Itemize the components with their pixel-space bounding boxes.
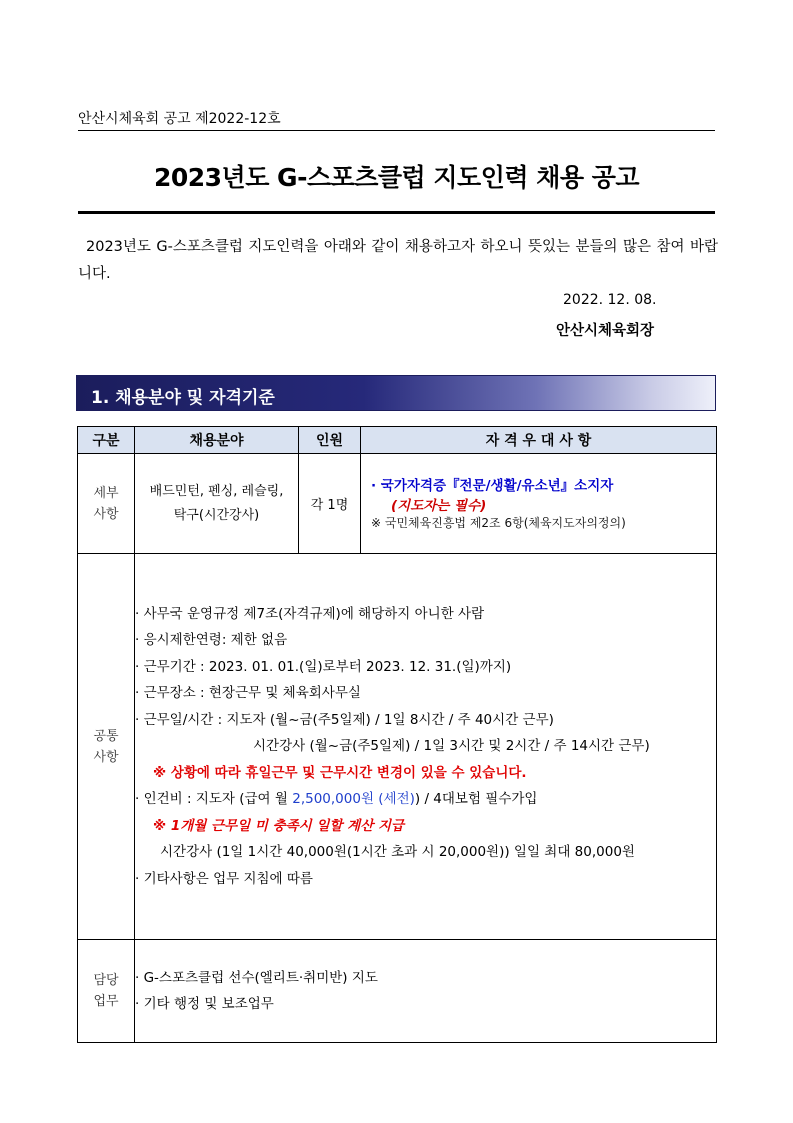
list-item: · 인건비 : 지도자 (급여 월 2,500,000원 (세전)) / 4대보험 필수가입	[135, 791, 538, 808]
qualification-note: ※ 국민체육진흥법 제2조 6항(체육지도자의정의)	[371, 516, 626, 530]
qualification-required: (지도자는 필수)	[391, 498, 487, 514]
row-label-detail: 세부 사항	[78, 454, 135, 554]
title-divider	[78, 211, 715, 214]
duty-items-cell	[135, 940, 717, 1043]
list-item-warning: ※ 상황에 따라 휴일근무 및 근무시간 변경이 있을 수 있습니다.	[153, 764, 527, 781]
section-title: 1. 채용분야 및 자격기준	[91, 388, 275, 408]
top-divider	[78, 130, 715, 131]
field-line: 탁구(시간강사)	[173, 507, 260, 523]
list-item: 시간강사 (월~금(주5일제) / 1일 3시간 및 2시간 / 주 14시간 근무)	[253, 738, 650, 755]
table-row	[78, 454, 717, 554]
qualification-line: · 국가자격증『전문/생활/유소년』소지자	[371, 478, 614, 494]
list-item-warning: ※ 1개월 근무일 미 충족시 일할 계산 지급	[153, 817, 405, 834]
organization-signature: 안산시체육회장	[556, 323, 655, 339]
list-item: · 기타사항은 업무 지침에 따름	[135, 870, 313, 887]
field-line: 배드민턴, 펜싱, 레슬링,	[149, 483, 284, 499]
table-header-row	[78, 427, 717, 454]
document-number: 안산시체육회 공고 제2022-12호	[78, 111, 281, 127]
page-title: 2023년도 G-스포츠클럽 지도인력 채용 공고	[153, 163, 640, 192]
list-item: · 사무국 운영규정 제7조(자격규제)에 해당하지 아니한 사람	[135, 605, 485, 622]
list-item: 시간강사 (1일 1시간 40,000원(1시간 초과 시 20,000원)) 일일 최대 80,000원	[160, 844, 635, 861]
row-label-duty: 담당 업무	[78, 940, 135, 1043]
header-category: 구분	[78, 427, 135, 454]
recruit-field-cell	[135, 454, 299, 554]
list-item: · 근무기간 : 2023. 01. 01.(일)로부터 2023. 12. 31.(일)까지)	[135, 658, 512, 675]
header-qualification: 자 격 우 대 사 항	[361, 427, 717, 454]
header-count: 인원	[299, 427, 361, 454]
qualification-cell	[361, 454, 717, 554]
list-item: · 응시제한연령: 제한 없음	[135, 632, 288, 649]
intro-paragraph: 2023년도 G-스포츠클럽 지도인력을 아래와 같이 채용하고자 하오니 뜻있는 분들의 많은 참여 바랍니다.	[78, 239, 718, 282]
headcount-cell: 각 1명	[299, 454, 361, 554]
list-item: · 기타 행정 및 보조업무	[135, 996, 274, 1012]
announcement-date: 2022. 12. 08.	[563, 292, 657, 308]
list-item: · 근무일/시간 : 지도자 (월~금(주5일제) / 1일 8시간 / 주 40시간 근무)	[135, 711, 554, 728]
salary-amount: 2,500,000원 (세전)	[292, 791, 415, 808]
list-item: · G-스포츠클럽 선수(엘리트·취미반) 지도	[135, 969, 378, 986]
row-label-common: 공통 사항	[78, 554, 135, 940]
list-item: · 근무장소 : 현장근무 및 체육회사무실	[135, 685, 361, 702]
common-items-cell	[135, 554, 717, 940]
recruitment-table	[77, 426, 717, 1043]
table-row	[78, 554, 717, 940]
header-field: 채용분야	[135, 427, 299, 454]
section-header-bar	[76, 375, 716, 411]
table-row	[78, 940, 717, 1043]
